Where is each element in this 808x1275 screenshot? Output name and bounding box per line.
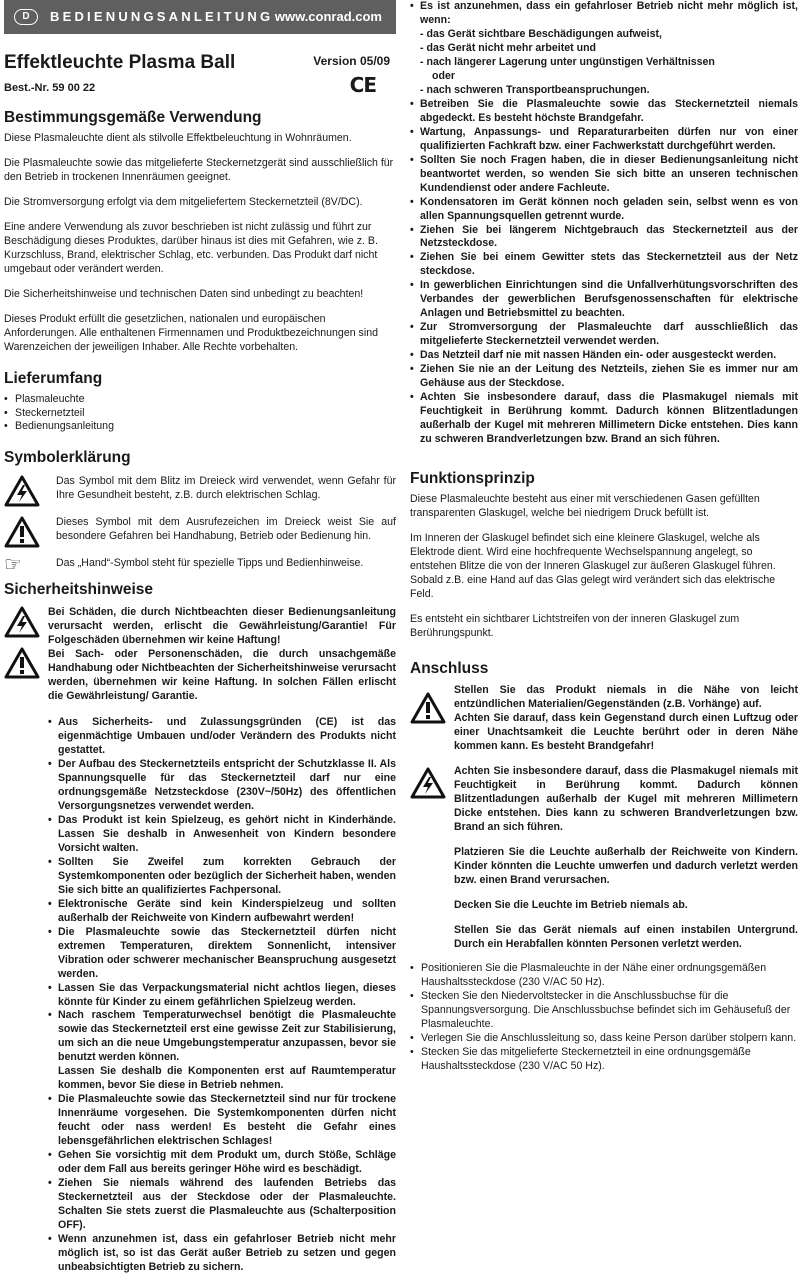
list-item: • Betreiben Sie die Plasmaleuchte sowie das Steckernetzteil niemals abgedeckt. Es besteht höchste Brandgefahr.	[410, 98, 798, 126]
exclamation-symbol-text: Dieses Symbol mit dem Ausrufezeichen im Dreieck weist Sie auf besondere Gefahren bei Handhabung, Betrieb oder Bedienung hin.	[56, 515, 396, 542]
list-subitem: - das Gerät sichtbare Beschädigungen aufweist,	[420, 27, 662, 40]
principle-p1: Diese Plasmaleuchte besteht aus einer mit verschiedenen Gasen gefüllten transparenten Glaskugel, welche bei niedrigem Druck befüllt ist.	[410, 493, 760, 520]
list-subitem: - nach schweren Transportbeanspruchungen.	[420, 83, 650, 96]
header-title: BEDIENUNGSANLEITUNG	[50, 9, 274, 25]
connection-warning-fire	[410, 684, 798, 754]
intended-use-p5: Die Sicherheitshinweise und technischen Daten sind unbedingt zu beachten!	[4, 288, 364, 301]
principle-p2b: Sobald z.B. eine Hand auf das Glas gelegt wird verändert sich das elektrische Feld.	[410, 574, 776, 601]
list-item: • Ziehen Sie niemals während des laufenden Betriebs das Steckernetzteil aus der Steckdose oder der Plasmaleuchte. Schalten Sie stets zuerst die Plasmaleuchte aus (Schalterposition OFF).	[48, 1177, 396, 1233]
list-item: • Bedienungsanleitung	[4, 420, 396, 434]
lightning-symbol-text: Das Symbol mit dem Blitz im Dreieck wird verwendet, wenn Gefahr für Ihre Gesundheit besteht, z.B. durch elektrischen Schlag.	[56, 474, 396, 501]
list-item: • Sollten Sie noch Fragen haben, die in dieser Bedienungsanleitung nicht beantwortet werden, so wenden Sie sich bitte an unseren technischen Kundendienst oder andere Fachleute.	[410, 154, 798, 196]
list-item: • Wartung, Anpassungs- und Reparaturarbeiten dürfen nur von einer qualifizierten Fachkraft bzw. einer Fachwerkstatt durchgeführt werden.	[410, 126, 798, 154]
safety-intro-2: Bei Sach- oder Personenschäden, die durch unsachgemäße Handhabung oder Nichtbeachten der Sicherheitshinweise verursacht werden, übernehmen wir keine Haftung. In solchen Fällen erlischt die Gewährleistung/ Garantie.	[48, 648, 396, 703]
connection-warning-moisture	[410, 765, 798, 952]
list-item: • Zur Stromversorgung der Plasmaleuchte darf ausschließlich das mitgelieferte Steckernetzteil verwendet werden.	[410, 321, 798, 349]
safety-intro-1: Bei Schäden, die durch Nichtbeachten dieser Bedienungsanleitung verursacht werden, erlischt die Gewährleistung/Garantie! Für Folgeschäden übernehmen wir keine Haftung!	[48, 606, 396, 647]
list-item: • Ziehen Sie nie an der Leitung des Netzteils, ziehen Sie es immer nur am Gehäuse aus der Steckdose.	[410, 363, 798, 391]
list-subitem: - das Gerät nicht mehr arbeitet und	[420, 41, 597, 54]
list-item: • Lassen Sie das Verpackungsmaterial nicht achtlos liegen, dieses könnte für Kinder zu einem gefährlichen Spielzeug werden.	[48, 982, 396, 1010]
list-item: • Stecken Sie das mitgelieferte Steckernetzteil in eine ordnungsgemäße Haushaltssteckdose (230 V/AC 50 Hz).	[410, 1046, 798, 1074]
lightning-warning-icon	[410, 767, 446, 799]
ce-mark-icon: CE	[349, 73, 376, 97]
lightning-warning-icon	[4, 606, 40, 638]
list-item: • Achten Sie insbesondere darauf, dass die Plasmakugel niemals mit Feuchtigkeit in Berührung kommt. Dadurch können Blitzentladungen außerhalb der Kugel mit mehreren Millimetern Dicke entstehen. Dies kann zu schweren Brandverletzungen bzw. Brand an sich führen.	[410, 391, 798, 447]
list-item-extra: Lassen Sie deshalb die Komponenten erst auf Raumtemperatur kommen, bevor Sie diese in Betrieb nehmen.	[58, 1065, 396, 1092]
header-bar	[4, 0, 396, 34]
document-title: Effektleuchte Plasma Ball	[4, 52, 236, 73]
exclamation-warning-icon	[4, 516, 40, 548]
intended-use-heading: Bestimmungsgemäße Verwendung	[4, 109, 262, 126]
list-item: • In gewerblichen Einrichtungen sind die Unfallverhütungsvorschriften des Verbandes der gewerblichen Berufsgenossenschaften für elektrische Anlagen und Betriebsmittel zu beachten.	[410, 279, 798, 321]
list-item: • Verlegen Sie die Anschlussleitung so, dass keine Person darüber stolpern kann.	[410, 1032, 798, 1046]
safety-list-right	[410, 0, 798, 447]
delivery-list	[4, 393, 396, 435]
symbol-row-hand	[4, 551, 396, 576]
delivery-heading: Lieferumfang	[4, 370, 103, 388]
safety-list-left	[48, 716, 396, 1275]
right-column	[410, 0, 798, 1074]
safety-intro	[4, 606, 396, 704]
list-item: • Positionieren Sie die Plasmaleuchte in der Nähe einer ordnungsgemäßen Haushaltssteckdose (230 V/AC 50 Hz).	[410, 962, 798, 990]
list-item-text: Nach raschem Temperaturwechsel benötigt die Plasmaleuchte sowie das Steckernetzteil erst eine gewisse Zeit zur Stabilisierung, um sich an die neue Umgebungstemperatur anzupassen, bevor sie benutzt werden können.	[58, 1009, 396, 1064]
left-column	[4, 0, 396, 1275]
list-item-lead: Es ist anzunehmen, dass ein gefahrloser Betrieb nicht mehr möglich ist, wenn:	[420, 0, 798, 26]
connection-heading: Anschluss	[410, 660, 489, 678]
intended-use-p3: Die Stromversorgung erfolgt via dem mitgeliefertem Steckernetzteil (8V/DC).	[4, 196, 363, 209]
list-item: • Wenn anzunehmen ist, dass ein gefahrloser Betrieb nicht mehr möglich ist, so ist das Gerät außer Betrieb zu setzen und gegen unbeabsichtigten Betrieb zu sichern.	[48, 1233, 396, 1275]
symbol-row-exclamation	[4, 516, 396, 548]
principle-p2a: Im Inneren der Glaskugel befindet sich eine kleinere Glaskugel, welche als Elektrode dient. Wird eine hochfrequente Wechselspannung angelegt, so entstehen Blitze die von der Inneren Glaskugel zur äußeren Glaskugel führen.	[410, 532, 776, 573]
list-item	[48, 1009, 396, 1093]
connection-warning-1a: Stellen Sie das Produkt niemals in die Nähe von leicht entzündlichen Materialien/Gegenständen (z.B. Vorhänge) auf.	[454, 683, 798, 710]
list-item: • Gehen Sie vorsichtig mit dem Produkt um, durch Stöße, Schläge oder dem Fall aus bereits geringer Höhe wird es beschädigt.	[48, 1149, 396, 1177]
connection-warning-1b: Achten Sie darauf, dass kein Gegenstand durch einen Luftzug oder einer Unachtsamkeit die Leuchte berührt oder in deren Nähe kommen kann. Es besteht Brandgefahr!	[454, 711, 798, 752]
connection-warning-5: Stellen Sie das Gerät niemals auf einen instabilen Untergrund. Durch ein Herabfallen könnten Personen verletzt werden.	[454, 924, 798, 951]
connection-steps	[410, 962, 798, 1074]
version-label: Version 05/09	[313, 54, 390, 68]
intended-use-p6: Dieses Produkt erfüllt die gesetzlichen, nationalen und europäischen Anforderungen. Alle enthaltenen Firmennamen und Produktbezeichnungen sind Warenzeichen der jeweiligen Inhaber. Alle Rechte vorbehalten.	[4, 313, 378, 354]
intended-use-p1: Diese Plasmaleuchte dient als stilvolle Effektbeleuchtung in Wohnräumen.	[4, 132, 352, 145]
language-badge: D	[14, 9, 38, 25]
connection-warning-4: Decken Sie die Leuchte im Betrieb niemals ab.	[454, 899, 688, 912]
list-item: • Steckernetzteil	[4, 407, 396, 421]
article-number: Best.-Nr. 59 00 22	[4, 82, 96, 94]
lightning-warning-icon	[4, 475, 40, 507]
list-item: • Stecken Sie den Niedervoltstecker in die Anschlussbuchse für die Spannungsversorgung. Die Anschlussbuchse befindet sich im Gehäusefuß der Plasmaleuchte.	[410, 990, 798, 1032]
hand-symbol-text: Das „Hand“-Symbol steht für spezielle Tipps und Bedienhinweise.	[56, 556, 364, 569]
intended-use-p2: Die Plasmaleuchte sowie das mitgelieferte Steckernetzgerät sind ausschließlich für den Betrieb in trockenen Innenräumen geeignet.	[4, 157, 394, 184]
list-item: • Aus Sicherheits- und Zulassungsgründen (CE) ist das eigenmächtige Umbauen und/oder Verändern des Produkts nicht gestattet.	[48, 716, 396, 758]
list-item	[410, 0, 798, 98]
connection-warning-2: Achten Sie insbesondere darauf, dass die Plasmakugel niemals mit Feuchtigkeit in Berührung kommt. Dadurch können Blitzentladungen außerhalb der Kugel mit mehreren Millimetern Dicke entstehen. Dies kann zu schweren Brandverletzungen bzw. Brand an sich führen.	[454, 765, 798, 834]
exclamation-warning-icon	[4, 647, 40, 679]
list-item: • Kondensatoren im Gerät können noch geladen sein, selbst wenn es von allen Spannungsquellen getrennt wurde.	[410, 196, 798, 224]
list-item: • Ziehen Sie bei längerem Nichtgebrauch das Steckernetzteil aus der Netzsteckdose.	[410, 224, 798, 252]
list-item: • Die Plasmaleuchte sowie das Steckernetzteil dürfen nicht extremen Temperaturen, direktem Sonnenlicht, intensiver Vibration oder schwerer mechanischer Beanspruchung ausgesetzt werden.	[48, 926, 396, 982]
symbol-row-lightning	[4, 475, 396, 507]
list-item: • Der Aufbau des Steckernetzteils entspricht der Schutzklasse II. Als Spannungsquelle für das Steckernetzteil darf nur eine ordnungsgemäße Netzsteckdose (230V~/50Hz) des öffentlichen Versorgungsnetzes verwendet werden.	[48, 758, 396, 814]
list-item: • Die Plasmaleuchte sowie das Steckernetzteil sind nur für trockene Innenräume vorgesehen. Die Systemkomponenten dürfen nicht feucht oder nass werden! Es besteht die Gefahr eines lebensgefährlichen elektrischen Schlages!	[48, 1093, 396, 1149]
list-subitem: oder	[432, 69, 455, 82]
symbols-heading: Symbolerklärung	[4, 449, 131, 467]
title-block	[4, 48, 396, 108]
list-subitem: - nach längerer Lagerung unter ungünstigen Verhältnissen	[420, 55, 715, 68]
principle-heading: Funktionsprinzip	[410, 470, 535, 487]
list-item: • Das Netzteil darf nie mit nassen Händen ein- oder ausgesteckt werden.	[410, 349, 798, 363]
pointing-hand-icon: ☞	[4, 551, 22, 576]
intended-use-p4: Eine andere Verwendung als zuvor beschrieben ist nicht zulässig und führt zur Beschädigung dieses Produktes, darüber hinaus ist dies mit Gefahren, wie z. B. Kurzschluss, Brand, elektrischer Schlag, etc. verbunden. Das Produkt darf nicht umgebaut oder verändert werden.	[4, 221, 378, 276]
exclamation-warning-icon	[410, 692, 446, 724]
header-url: www.conrad.com	[274, 9, 382, 25]
list-item: • Plasmaleuchte	[4, 393, 396, 407]
list-item: • Ziehen Sie bei einem Gewitter stets das Steckernetzteil aus der Netz steckdose.	[410, 251, 798, 279]
principle-p3: Es entsteht ein sichtbarer Lichtstreifen von der inneren Glaskugel zum Berührungspunkt.	[410, 613, 740, 640]
connection-warning-3: Platzieren Sie die Leuchte außerhalb der Reichweite von Kindern. Kinder könnten die Leuchte umwerfen und dadurch verletzt werden bzw. einen Brand verursachen.	[454, 846, 798, 887]
list-item: • Elektronische Geräte sind kein Kinderspielzeug und sollten außerhalb der Reichweite von Kindern aufbewahrt werden!	[48, 898, 396, 926]
list-item: • Das Produkt ist kein Spielzeug, es gehört nicht in Kinderhände. Lassen Sie deshalb in Anwesenheit von Kindern besondere Vorsicht walten.	[48, 814, 396, 856]
list-item: • Sollten Sie Zweifel zum korrekten Gebrauch der Systemkomponenten oder bezüglich der Sicherheit haben, wenden Sie sich bitte an qualifiziertes Fachpersonal.	[48, 856, 396, 898]
safety-heading: Sicherheitshinweise	[4, 580, 154, 598]
